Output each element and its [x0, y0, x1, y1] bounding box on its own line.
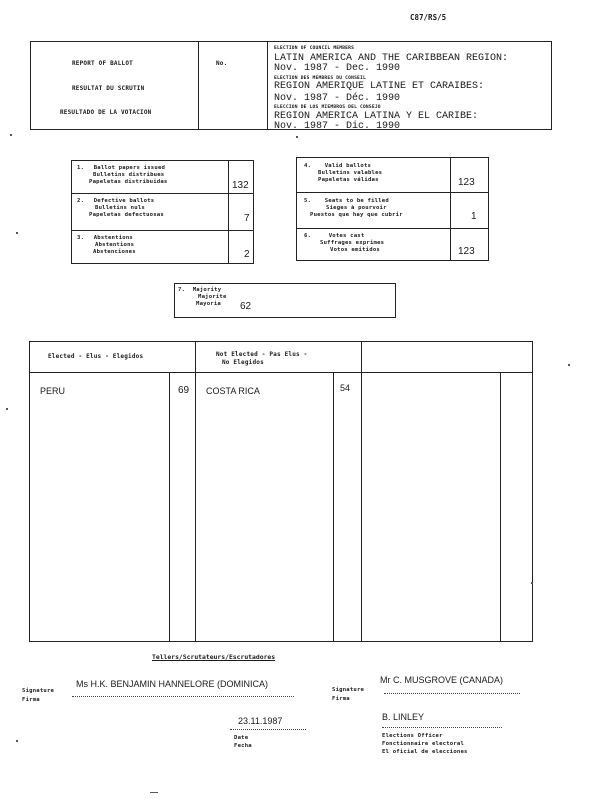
stat-votes-cast-label-en: Votes cast [328, 233, 365, 239]
teller1-signature-label [22, 687, 54, 705]
officer-title-es: El oficial de elecciones [382, 749, 468, 755]
teller2-signature-label-en: Signature [332, 687, 365, 693]
stat-defective-value: 7 [244, 213, 250, 224]
majority [178, 287, 227, 308]
document-reference: C87/RS/5 [410, 13, 447, 22]
stat-seats-label-es: Puestos que hay que cubrir [310, 212, 403, 218]
elected-name: PERU [40, 386, 66, 396]
stat-defective-label-fr: Bulletins nuls [95, 205, 145, 211]
stat-votes-cast-label-fr: Suffrages exprimes [320, 240, 385, 246]
teller1-signature-label-en: Signature [22, 688, 55, 694]
not-elected-header-line-2: No Elegidos [222, 359, 264, 366]
stat-issued-label-es: Papeletas distribuidas [89, 179, 168, 185]
teller2-name: Mr C. MUSGROVE (CANADA) [380, 675, 504, 685]
elected-votes: 69 [178, 385, 190, 396]
stat-votes-cast [304, 233, 384, 254]
region-en: LATIN AMERICA AND THE CARIBBEAN REGION: [274, 53, 509, 64]
stats-right-row-divider-1 [296, 192, 489, 193]
scan-speck [6, 408, 8, 410]
majority-label-fr: Majorite [198, 294, 227, 300]
stat-abstentions-label-en: Abstentions [93, 235, 133, 241]
results-table [29, 341, 533, 642]
date-label [234, 734, 252, 750]
officer-line [382, 727, 502, 728]
tellers-title: Tellers/Scrutateurs/Escrutadores [152, 653, 276, 661]
stats-left-value-divider [228, 160, 229, 264]
stat-issued-label-fr: Bulletins distribues [93, 172, 165, 178]
scan-speck [16, 232, 18, 234]
majority-label-en: Majority [192, 287, 222, 293]
stats-right-value-divider [450, 157, 451, 261]
stat-abstentions-number: 3. [77, 235, 85, 241]
stat-seats-number: 5. [304, 198, 312, 204]
officer-name: B. LINLEY [382, 712, 425, 722]
stat-issued [77, 165, 168, 186]
elected-header: Elected - Elus - Elegidos [48, 353, 144, 360]
stat-abstentions-value: 2 [244, 249, 250, 260]
report-title-es: RESULTADO DE LA VOTACION [60, 109, 152, 116]
stat-seats-label-fr: Sieges à pourvoir [326, 205, 387, 211]
stats-left-row-divider-1 [71, 193, 254, 194]
not-elected-header-line-1: Not Elected - Pas Elus - [216, 351, 308, 358]
header-divider-2 [267, 41, 268, 130]
scan-speck [568, 364, 570, 366]
stat-issued-label-en: Ballot papers issued [93, 165, 166, 171]
stat-votes-cast-value: 123 [458, 246, 475, 257]
election-label-fr: ELECTION DES MEMBRES DU CONSEIL [274, 76, 366, 81]
report-title-fr: RESULTAT DU SCRUTIN [72, 85, 145, 92]
stat-seats-value: 1 [471, 211, 477, 222]
stat-defective-label-es: Papeletas defectuosas [89, 212, 164, 218]
results-elected-votes-divider [169, 372, 170, 642]
stat-seats [304, 198, 403, 219]
stat-valid-label-fr: Bulletins valables [318, 170, 383, 176]
results-column-divider-2 [361, 341, 362, 642]
majority-number: 7. [178, 287, 186, 293]
scan-speck [531, 582, 533, 584]
date-label-fr: Date [234, 735, 249, 741]
stat-defective-number: 2. [77, 198, 85, 204]
majority-value: 62 [240, 301, 252, 312]
stat-valid-value: 123 [458, 177, 475, 188]
date-label-es: Fecha [234, 743, 252, 749]
number-label: No. [216, 60, 228, 67]
stat-votes-cast-label-es: Votos emitidos [330, 247, 380, 253]
stat-abstentions-label-es: Abstenciones [93, 249, 136, 255]
stats-left-row-divider-2 [71, 230, 254, 231]
not-elected-name: COSTA RICA [206, 386, 260, 396]
stat-votes-cast-number: 6. [304, 233, 312, 239]
election-label-en: ELECTION OF COUNCIL MEMBERS [274, 46, 355, 51]
period-en: Nov. 1987 - Dec. 1990 [274, 63, 401, 74]
officer-title [382, 732, 468, 756]
stat-defective-label-en: Defective ballots [93, 198, 155, 204]
header-divider-1 [198, 41, 199, 130]
teller2-signature-label-es: Firma [332, 696, 350, 702]
stat-issued-number: 1. [77, 165, 85, 171]
period-fr: Nov. 1987 - Déc. 1990 [274, 93, 401, 104]
scan-speck [296, 136, 298, 138]
stat-issued-value: 132 [232, 180, 249, 191]
region-es: REGION AMERICA LATINA Y EL CARIBE: [274, 111, 479, 122]
stat-defective [77, 198, 164, 219]
teller1-name: Ms H.K. BENJAMIN HANNELORE (DOMINICA) [76, 679, 269, 689]
teller1-signature-label-es: Firma [22, 697, 40, 703]
stat-valid-label-es: Papeletas válidas [318, 177, 379, 183]
period-es: Nov. 1987 - Dic. 1990 [274, 121, 401, 132]
scan-speck [150, 792, 158, 793]
stat-abstentions [77, 235, 136, 256]
stat-valid [304, 163, 382, 184]
not-elected-header [216, 351, 308, 367]
election-label-es: ELECCION DE LOS MIEMBROS DEL CONSEJO [274, 105, 381, 110]
stat-valid-label-en: Valid ballots [324, 163, 372, 169]
officer-title-fr: Fonctionnaire electoral [382, 741, 465, 747]
stats-right-row-divider-2 [296, 228, 489, 229]
scan-speck [10, 134, 12, 136]
results-extra-votes-divider [500, 372, 501, 642]
scan-speck [16, 740, 18, 742]
stat-seats-label-en: Seats to be filled [324, 198, 389, 204]
report-title-en: REPORT OF BALLOT [72, 60, 133, 67]
results-not-elected-votes-divider [333, 372, 334, 642]
date-value: 23.11.1987 [238, 716, 283, 726]
stat-abstentions-label-fr: Abstentions [95, 242, 135, 248]
teller2-signature-line [384, 693, 520, 694]
majority-label-es: Mayoria [196, 301, 221, 307]
results-column-divider [195, 341, 196, 642]
date-line [230, 729, 306, 730]
region-fr: REGION AMERIQUE LATINE ET CARAIBES: [274, 81, 485, 92]
stat-valid-number: 4. [304, 163, 312, 169]
teller1-signature-line [72, 696, 294, 697]
teller2-signature-label [332, 686, 364, 704]
officer-title-en: Elections Officer [382, 733, 443, 739]
results-header-divider [29, 372, 533, 373]
not-elected-votes: 54 [340, 383, 351, 393]
